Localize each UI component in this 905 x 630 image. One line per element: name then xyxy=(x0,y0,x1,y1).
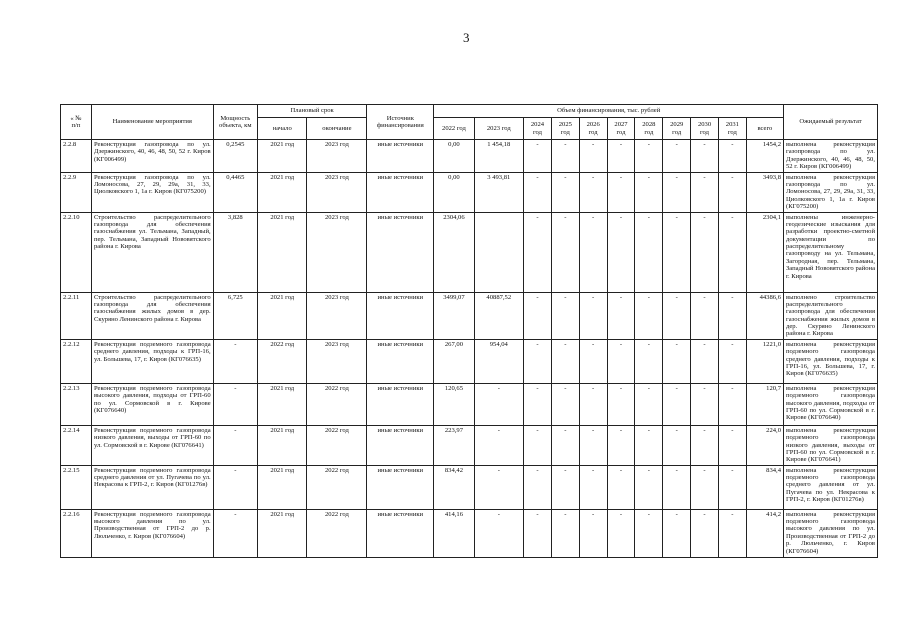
row-total: 834,4 xyxy=(746,465,783,509)
row-end: 2022 год xyxy=(307,383,367,425)
row-capacity: 6,725 xyxy=(213,292,257,339)
row-funding-2022: 414,16 xyxy=(434,509,474,557)
row-end: 2023 год xyxy=(307,292,367,339)
row-funding-year: - xyxy=(718,509,746,557)
row-funding-year: - xyxy=(524,425,552,465)
row-funding-year: - xyxy=(551,212,579,292)
row-name: Реконструкция подземного газопровода высокого давления, подходы от ГРП-60 по ул. Сормовской в г. Кирове (КГ076640) xyxy=(91,383,213,425)
row-capacity: 0,2545 xyxy=(213,140,257,173)
row-start: 2021 год xyxy=(257,425,307,465)
row-end: 2022 год xyxy=(307,509,367,557)
row-funding-year: - xyxy=(663,465,691,509)
row-funding-year: - xyxy=(635,172,663,212)
row-funding-year: - xyxy=(718,212,746,292)
row-funding-2022: 120,65 xyxy=(434,383,474,425)
row-funding-year: - xyxy=(579,172,607,212)
header-year: 2026 год xyxy=(579,118,607,140)
row-source: иные источники xyxy=(367,465,434,509)
table-row xyxy=(61,383,878,425)
row-total: 414,2 xyxy=(746,509,783,557)
header-capacity: Мощность объекта, км xyxy=(213,105,257,140)
row-funding-year: - xyxy=(635,292,663,339)
header-year: 2028 год xyxy=(635,118,663,140)
row-funding-year: - xyxy=(635,509,663,557)
row-funding-2023 xyxy=(474,212,524,292)
row-funding-2023: 3 493,81 xyxy=(474,172,524,212)
row-total: 224,0 xyxy=(746,425,783,465)
row-funding-year: - xyxy=(691,172,719,212)
row-funding-year: - xyxy=(718,425,746,465)
row-funding-year: - xyxy=(607,509,635,557)
header-year: 2022 год xyxy=(434,118,474,140)
row-name: Реконструкция газопровода по ул. Дзержинского, 40, 46, 48, 50, 52 г. Киров (КГ006499) xyxy=(91,140,213,173)
row-funding-year: - xyxy=(663,212,691,292)
row-start: 2022 год xyxy=(257,339,307,383)
row-funding-year: - xyxy=(718,383,746,425)
header-total: всего xyxy=(746,118,783,140)
page-number: 3 xyxy=(463,30,470,45)
table-row xyxy=(61,509,878,557)
row-funding-year: - xyxy=(579,425,607,465)
row-funding-year: - xyxy=(524,339,552,383)
row-funding-year: - xyxy=(551,172,579,212)
row-funding-year: - xyxy=(524,465,552,509)
row-start: 2021 год xyxy=(257,140,307,173)
row-funding-year: - xyxy=(607,212,635,292)
header-year: 2027 год xyxy=(607,118,635,140)
row-funding-year: - xyxy=(718,339,746,383)
row-name: Строительство распределительного газопровода для обеспечения газоснабжения жилых домов в дер. Скуряно Ленинского района г. Кирова xyxy=(91,292,213,339)
row-source: иные источники xyxy=(367,339,434,383)
row-result: выполнена реконструкция подземного газопровода среднего давления, подходы к ГРП-16, ул. Большева, 17, г. Киров (КГ076635) xyxy=(784,339,878,383)
table-row xyxy=(61,140,878,173)
row-name: Реконструкция подземного газопровода высокого давления по ул. Производственная от ГРП-2 до р. Люльченко, г. Киров (КГ076604) xyxy=(91,509,213,557)
row-source: иные источники xyxy=(367,140,434,173)
row-funding-year: - xyxy=(691,509,719,557)
row-total: 120,7 xyxy=(746,383,783,425)
table-row xyxy=(61,212,878,292)
row-funding-year: - xyxy=(551,292,579,339)
row-total: 1454,2 xyxy=(746,140,783,173)
row-number: 2.2.12 xyxy=(61,339,92,383)
row-funding-2023: 1 454,18 xyxy=(474,140,524,173)
row-funding-year: - xyxy=(718,465,746,509)
row-name: Реконструкция подземного газопровода низкого давления, выходы от ГРП-60 по ул. Сормовской в г. Кирове (КГ076641) xyxy=(91,425,213,465)
row-funding-2023: 954,04 xyxy=(474,339,524,383)
header-result: Ожидаемый результат xyxy=(784,105,878,140)
header-start: начало xyxy=(257,118,307,140)
row-funding-year: - xyxy=(607,339,635,383)
row-result: выполнено строительство распределительного газопровода для обеспечения газоснабжения жилых домов в дер. Скуряно Ленинского района г. Кирова xyxy=(784,292,878,339)
row-number: 2.2.8 xyxy=(61,140,92,173)
row-funding-year: - xyxy=(551,509,579,557)
row-funding-year: - xyxy=(524,172,552,212)
row-source: иные источники xyxy=(367,383,434,425)
row-funding-2023: - xyxy=(474,465,524,509)
row-funding-year: - xyxy=(691,465,719,509)
row-funding-year: - xyxy=(607,465,635,509)
row-funding-year: - xyxy=(691,425,719,465)
row-funding-year: - xyxy=(663,509,691,557)
header-planned-term: Плановый срок xyxy=(257,105,366,118)
row-funding-2023: 40887,52 xyxy=(474,292,524,339)
row-start: 2021 год xyxy=(257,292,307,339)
row-funding-year: - xyxy=(579,292,607,339)
row-funding-year: - xyxy=(579,383,607,425)
table-row xyxy=(61,425,878,465)
row-number: 2.2.16 xyxy=(61,509,92,557)
row-capacity: 0,4465 xyxy=(213,172,257,212)
row-funding-2022: 223,97 xyxy=(434,425,474,465)
row-name: Строительство распределительного газопровода для обеспечения газоснабжения ул. Тельмана, Западный, пер. Тельмана, Западный Нововятского района г. Кирова xyxy=(91,212,213,292)
header-source: Источник финансирования xyxy=(367,105,434,140)
row-funding-year: - xyxy=(607,383,635,425)
row-total: 3493,8 xyxy=(746,172,783,212)
row-funding-year: - xyxy=(691,383,719,425)
row-end: 2023 год xyxy=(307,339,367,383)
header-year: 2029 год xyxy=(663,118,691,140)
row-funding-2023: - xyxy=(474,383,524,425)
header-year: 2031 год xyxy=(718,118,746,140)
row-funding-2022: 267,00 xyxy=(434,339,474,383)
row-funding-year: - xyxy=(718,140,746,173)
row-result: выполнена реконструкция подземного газопровода среднего давления от ул. Пугачева по ул. Некрасова к ГРП-2, г. Киров (КГ01276в) xyxy=(784,465,878,509)
table-row xyxy=(61,172,878,212)
row-funding-year: - xyxy=(635,383,663,425)
row-start: 2021 год xyxy=(257,383,307,425)
row-funding-year: - xyxy=(551,339,579,383)
row-funding-2022: 0,00 xyxy=(434,140,474,173)
table-row xyxy=(61,465,878,509)
row-capacity: - xyxy=(213,465,257,509)
row-funding-year: - xyxy=(551,383,579,425)
row-start: 2021 год xyxy=(257,509,307,557)
row-funding-year: - xyxy=(551,425,579,465)
row-number: 2.2.10 xyxy=(61,212,92,292)
row-funding-year: - xyxy=(691,339,719,383)
row-number: 2.2.11 xyxy=(61,292,92,339)
row-start: 2021 год xyxy=(257,172,307,212)
row-source: иные источники xyxy=(367,172,434,212)
row-funding-year: - xyxy=(663,292,691,339)
row-funding-year: - xyxy=(607,425,635,465)
row-capacity: - xyxy=(213,383,257,425)
row-capacity: - xyxy=(213,509,257,557)
row-funding-year: - xyxy=(524,212,552,292)
row-result: выполнена реконструкция подземного газопровода высокого давления, подходы от ГРП-60 по ул. Сормовской в г. Кирове (КГ076640) xyxy=(784,383,878,425)
row-funding-year: - xyxy=(718,172,746,212)
row-result: выполнены инженерно-геодезические изыскания для разработки проектно-сметной документации по распределительному газопроводу на ул. Тельмана, Загородная, пер. Тельмана, Западный Нововятского района г. Кирова xyxy=(784,212,878,292)
row-funding-year: - xyxy=(524,383,552,425)
row-total: 1221,0 xyxy=(746,339,783,383)
row-end: 2023 год xyxy=(307,140,367,173)
header-funding: Объем финансирования, тыс. рублей xyxy=(434,105,784,118)
row-funding-year: - xyxy=(579,465,607,509)
row-result: выполнена реконструкция газопровода по ул. Дзержинского, 40, 46, 48, 50, 52 г. Киров (КГ006499) xyxy=(784,140,878,173)
row-number: 2.2.13 xyxy=(61,383,92,425)
row-funding-year: - xyxy=(691,212,719,292)
table-row xyxy=(61,292,878,339)
row-start: 2021 год xyxy=(257,212,307,292)
row-funding-year: - xyxy=(579,339,607,383)
row-number: 2.2.15 xyxy=(61,465,92,509)
row-funding-2023: - xyxy=(474,509,524,557)
row-funding-year: - xyxy=(663,425,691,465)
header-year: 2025 год xyxy=(551,118,579,140)
row-result: выполнена реконструкция подземного газопровода низкого давления, выходы от ГРП-60 по ул. Сормовской в г. Кирове (КГ076641) xyxy=(784,425,878,465)
row-total: 44386,6 xyxy=(746,292,783,339)
row-start: 2021 год xyxy=(257,465,307,509)
row-funding-year: - xyxy=(524,140,552,173)
row-funding-year: - xyxy=(663,339,691,383)
row-funding-year: - xyxy=(635,465,663,509)
row-capacity: 3,828 xyxy=(213,212,257,292)
row-funding-year: - xyxy=(635,212,663,292)
row-funding-year: - xyxy=(524,509,552,557)
row-funding-year: - xyxy=(607,172,635,212)
row-funding-year: - xyxy=(551,465,579,509)
header-year: 2030 год xyxy=(691,118,719,140)
row-funding-year: - xyxy=(635,425,663,465)
row-funding-2022: 2304,06 xyxy=(434,212,474,292)
header-year: 2024 год xyxy=(524,118,552,140)
row-funding-year: - xyxy=(663,140,691,173)
row-total: 2304,1 xyxy=(746,212,783,292)
row-funding-year: - xyxy=(607,292,635,339)
row-source: иные источники xyxy=(367,425,434,465)
row-funding-year: - xyxy=(663,172,691,212)
header-num: « № п/п xyxy=(61,105,92,140)
row-funding-year: - xyxy=(691,292,719,339)
row-result: выполнена реконструкция газопровода по ул. Ломоносова, 27, 29, 29а, 31, 33, Циолковского 1, 1а г. Киров (КГ075200) xyxy=(784,172,878,212)
row-source: иные источники xyxy=(367,212,434,292)
row-name: Реконструкция подземного газопровода среднего давления от ул. Пугачева по ул. Некрасова к ГРП-2, г. Киров (КГ01276в) xyxy=(91,465,213,509)
row-source: иные источники xyxy=(367,292,434,339)
row-funding-2022: 3499,07 xyxy=(434,292,474,339)
row-funding-year: - xyxy=(607,140,635,173)
row-capacity: - xyxy=(213,425,257,465)
header-end: окончание xyxy=(307,118,367,140)
row-end: 2023 год xyxy=(307,212,367,292)
row-name: Реконструкция подземного газопровода среднего давления, подходы к ГРП-16, ул. Большева, 17, г. Киров (КГ076635) xyxy=(91,339,213,383)
row-funding-2022: 0,00 xyxy=(434,172,474,212)
table-row xyxy=(61,339,878,383)
funding-table xyxy=(60,104,878,558)
row-funding-year: - xyxy=(718,292,746,339)
row-funding-year: - xyxy=(635,140,663,173)
row-funding-2022: 834,42 xyxy=(434,465,474,509)
row-name: Реконструкция газопровода по ул. Ломоносова, 27, 29, 29а, 31, 33, Циолковского 1, 1а г. Киров (КГ075200) xyxy=(91,172,213,212)
row-funding-year: - xyxy=(524,292,552,339)
header-name: Наименование мероприятия xyxy=(91,105,213,140)
row-funding-year: - xyxy=(551,140,579,173)
row-funding-year: - xyxy=(579,212,607,292)
row-number: 2.2.14 xyxy=(61,425,92,465)
row-funding-year: - xyxy=(663,383,691,425)
row-funding-year: - xyxy=(579,140,607,173)
row-result: выполнена реконструкция подземного газопровода высокого давления по ул. Производственная от ГРП-2 до р. Люльченко, г. Киров (КГ076604) xyxy=(784,509,878,557)
row-funding-year: - xyxy=(579,509,607,557)
row-funding-year: - xyxy=(691,140,719,173)
row-end: 2022 год xyxy=(307,425,367,465)
row-capacity: - xyxy=(213,339,257,383)
row-source: иные источники xyxy=(367,509,434,557)
row-funding-year: - xyxy=(635,339,663,383)
header-year: 2023 год xyxy=(474,118,524,140)
row-funding-2023: - xyxy=(474,425,524,465)
row-end: 2022 год xyxy=(307,465,367,509)
row-number: 2.2.9 xyxy=(61,172,92,212)
row-end: 2023 год xyxy=(307,172,367,212)
